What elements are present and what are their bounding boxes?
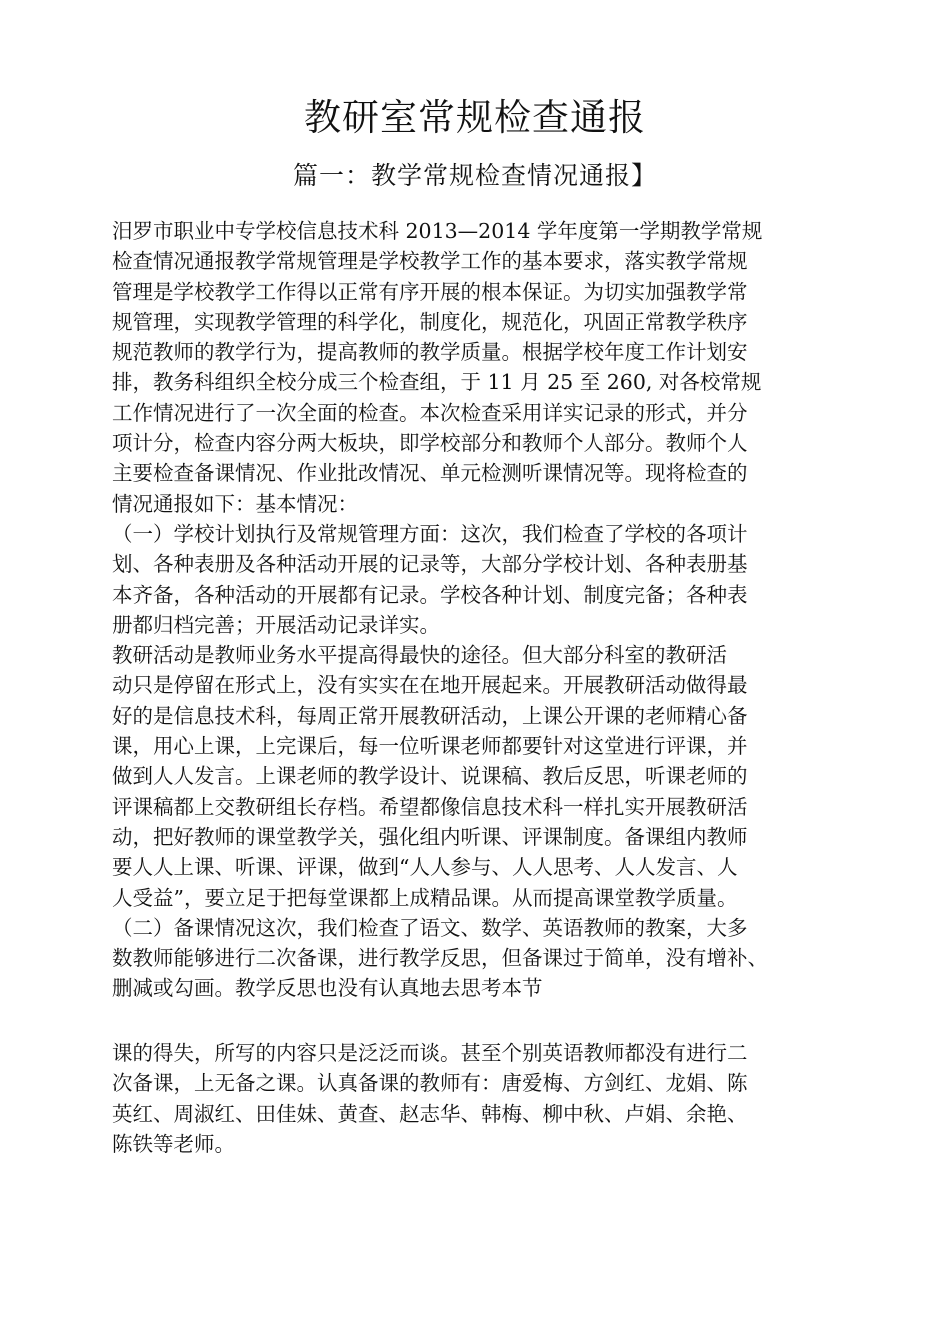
document-subtitle: 篇一：教学常规检查情况通报】 [292, 161, 657, 190]
text-line: 情况通报如下：基本情况： [112, 491, 358, 516]
text-line: 英红、周淑红、田佳妹、黄查、赵志华、韩梅、柳中秋、卢娟、余艳、 [112, 1101, 748, 1126]
text-line: 规管理，实现教学管理的科学化，制度化，规范化，巩固正常教学秩序 [112, 309, 748, 334]
text-line: 检查情况通报教学常规管理是学校教学工作的基本要求，落实教学常规 [112, 249, 748, 274]
text-line: 规范教师的教学行为，提高教师的教学质量。根据学校年度工作计划安 [112, 340, 748, 365]
text-line: 划、各种表册及各种活动开展的记录等，大部分学校计划、各种表册基 [112, 552, 748, 577]
text-line: 汨罗市职业中专学校信息技术科 2013—2014 学年度第一学期教学常规 [112, 219, 763, 243]
text-line: 动，把好教师的课堂教学关，强化组内听课、评课制度。备课组内教师 [112, 824, 748, 849]
body-paragraph-block-2 [112, 1038, 840, 1159]
document-title: 教研室常规检查通报 [304, 96, 646, 139]
text-line: 陈铁等老师。 [112, 1131, 235, 1156]
text-line: 主要检查备课情况、作业批改情况、单元检测听课情况等。现将检查的 [112, 461, 748, 486]
text-line: （一）学校计划执行及常规管理方面：这次，我们检查了学校的各项计 [112, 521, 748, 546]
text-line: 动只是停留在形式上，没有实实在在地开展起来。开展教研活动做得最 [112, 673, 748, 698]
text-line: 删减或勾画。教学反思也没有认真地去思考本节 [112, 976, 543, 1001]
text-line: 工作情况进行了一次全面的检查。本次检查采用详实记录的形式，并分 [112, 400, 748, 425]
text-line: 管理是学校教学工作得以正常有序开展的根本保证。为切实加强教学常 [112, 279, 748, 304]
text-line: 数教师能够进行二次备课，进行教学反思，但备课过于简单，没有增补、 [112, 946, 768, 971]
text-line: 本齐备，各种活动的开展都有记录。学校各种计划、制度完备；各种表 [112, 582, 748, 607]
body-paragraph-block-1 [112, 216, 840, 1004]
text-line: 册都归档完善；开展活动记录详实。 [112, 612, 440, 637]
text-line: 要人人上课、听课、评课，做到“人人参与、人人思考、人人发言、人 [112, 855, 738, 880]
text-line: 评课稿都上交教研组长存档。希望都像信息技术科一样扎实开展教研活 [112, 794, 748, 819]
text-line: （二）备课情况这次，我们检查了语文、数学、英语教师的教案，大多 [112, 915, 748, 940]
text-line: 课的得失，所写的内容只是泛泛而谈。甚至个别英语教师都没有进行二 [112, 1041, 748, 1065]
text-line: 课，用心上课，上完课后，每一位听课老师都要针对这堂进行评课，并 [112, 734, 748, 759]
text-line: 次备课，上无备之课。认真备课的教师有：唐爱梅、方剑红、龙娟、陈 [112, 1071, 748, 1096]
text-line: 排，教务科组织全校分成三个检查组，于 11 月 25 至 260, 对各校常规 [112, 370, 762, 395]
text-line: 好的是信息技术科，每周正常开展教研活动，上课公开课的老师精心备 [112, 703, 748, 728]
text-line: 教研活动是教师业务水平提高得最快的途径。但大部分科室的教研活 [112, 643, 727, 668]
text-line: 人受益”，要立足于把每堂课都上成精品课。从而提高课堂教学质量。 [112, 885, 738, 910]
text-line: 项计分，检查内容分两大板块，即学校部分和教师个人部分。教师个人 [112, 431, 748, 456]
text-line: 做到人人发言。上课老师的教学设计、说课稿、教后反思，听课老师的 [112, 764, 748, 789]
